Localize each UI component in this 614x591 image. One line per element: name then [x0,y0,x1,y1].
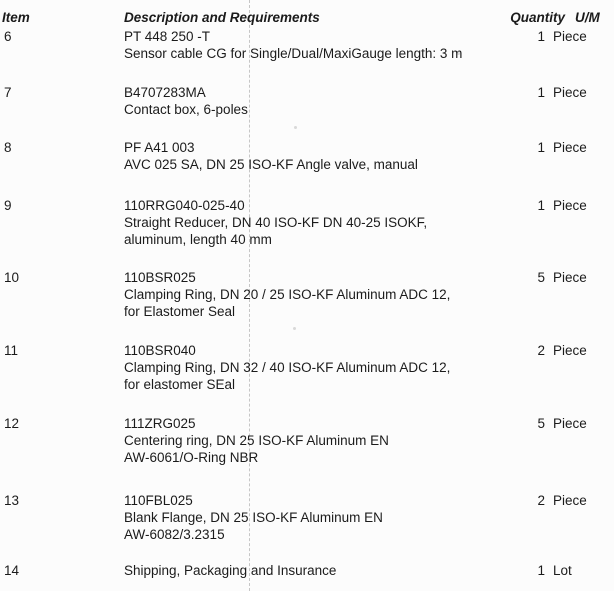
description-line: PF A41 003 [124,140,195,155]
column-header-um: U/M [575,10,600,25]
quantity-cell: 2 [537,343,545,358]
item-cell: 7 [4,85,12,100]
description-line: 110RRG040-025-40 [124,198,245,213]
description-line: for Elastomer Seal [124,304,236,319]
description-cell [124,492,383,543]
description-cell [124,415,389,466]
um-cell: Piece [553,416,587,431]
description-cell [124,562,336,579]
description-line: for elastomer SEal [124,377,236,392]
description-line: B4707283MA [124,85,206,100]
description-line: 110BSR040 [124,343,196,358]
quantity-cell: 1 [537,140,545,155]
description-line: Clamping Ring, DN 20 / 25 ISO-KF Aluminum ADC 12, [124,287,451,302]
description-line: Blank Flange, DN 25 ISO-KF Aluminum EN [124,510,383,525]
um-cell: Piece [553,493,587,508]
quantity-cell: 2 [537,493,545,508]
description-line: aluminum, length 40 mm [124,232,272,247]
description-line: 111ZRG025 [124,416,196,431]
description-cell [124,269,450,320]
um-cell: Piece [553,85,587,100]
description-cell [124,197,427,248]
column-header-item: Item [2,10,30,25]
quantity-cell: 5 [537,270,545,285]
quantity-cell: 1 [537,198,545,213]
description-line: Clamping Ring, DN 32 / 40 ISO-KF Aluminum ADC 12, [124,360,451,375]
description-line: 110BSR025 [124,270,196,285]
scan-speck [294,126,297,129]
description-line: Sensor cable CG for Single/Dual/MaxiGauge length: 3 m [124,46,463,61]
description-line: Shipping, Packaging and Insurance [124,563,337,578]
item-cell: 11 [4,343,19,358]
item-cell: 13 [4,493,20,508]
item-cell: 10 [4,270,20,285]
um-cell: Piece [553,140,587,155]
description-line: AW-6082/3.2315 [124,527,225,542]
quantity-cell: 5 [537,416,545,431]
description-line: 110FBL025 [124,493,193,508]
description-line: Centering ring, DN 25 ISO-KF Aluminum EN [124,433,389,448]
item-cell: 8 [4,140,12,155]
description-line: PT 448 250 -T [124,29,211,44]
description-line: Contact box, 6-poles [124,102,248,117]
item-cell: 6 [4,29,12,44]
description-cell [124,28,462,62]
quantity-cell: 1 [537,29,545,44]
um-cell: Lot [553,563,572,578]
description-line: Straight Reducer, DN 40 ISO-KF DN 40-25 ISOKF, [124,215,428,230]
description-cell [124,342,450,393]
scan-speck [293,327,296,330]
quantity-cell: 1 [537,85,545,100]
um-cell: Piece [553,198,587,213]
item-cell: 9 [4,198,12,213]
column-header-quantity: Quantity [510,10,565,25]
description-cell [124,84,248,118]
quantity-cell: 1 [537,563,545,578]
item-cell: 12 [4,416,20,431]
um-cell: Piece [553,343,587,358]
column-header-description: Description and Requirements [124,10,320,25]
um-cell: Piece [553,29,587,44]
description-line: AVC 025 SA, DN 25 ISO-KF Angle valve, manual [124,157,418,172]
item-cell: 14 [4,563,20,578]
description-line: AW-6061/O-Ring NBR [124,450,259,465]
um-cell: Piece [553,270,587,285]
description-cell [124,139,418,173]
